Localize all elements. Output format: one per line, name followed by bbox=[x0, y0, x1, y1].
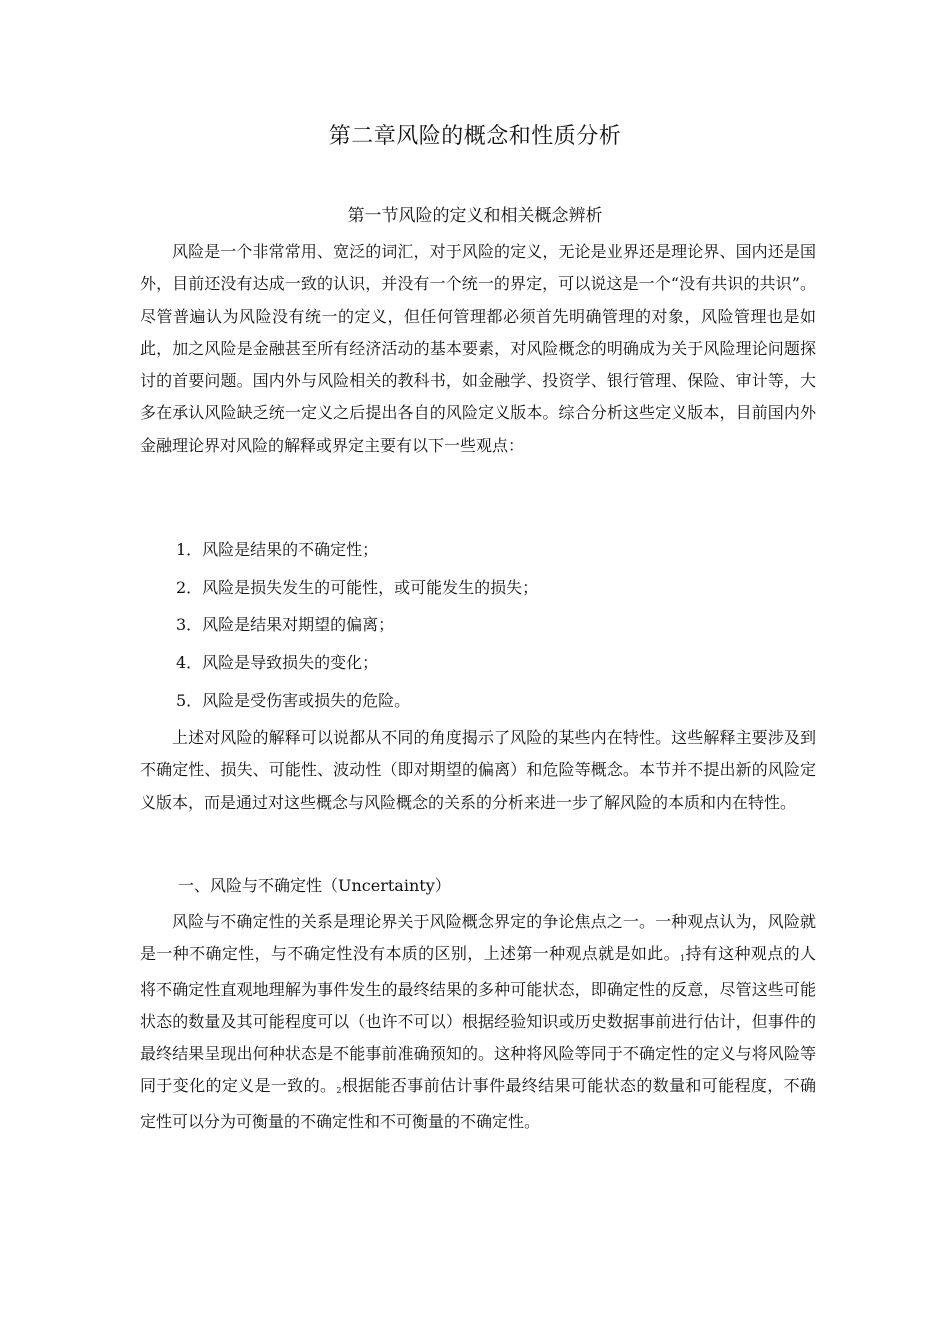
intro-paragraph: 风险是一个非常常用、宽泛的词汇，对于风险的定义，无论是业界还是理论界、国内还是国外，目前还没有达成一致的认识，并没有一个统一的界定，可以说这是一个“没有共识的共识”。尽管普遍认为风险没有统一的定义，但任何管理都必须首先明确管理的对象，风险管理也是如此，加之风险是金融甚至所有经济活动的基本要素，对风险概念的明确成为关于风险理论问题探讨的首要问题。国内外与风险相关的教科书，如金融学、投资学、银行管理、保险、审计等，大多在承认风险缺乏统一定义之后提出各自的风险定义版本。综合分析这些定义版本，目前国内外金融理论界对风险的解释或界定主要有以下一些观点： bbox=[140, 242, 816, 455]
summary-paragraph-block bbox=[140, 722, 816, 819]
list-item: 5．风险是受伤害或损失的危险。 bbox=[176, 690, 411, 710]
footnote-marker-1[interactable]: 1 bbox=[679, 954, 686, 964]
uncertainty-paragraph bbox=[140, 906, 816, 1138]
uncertainty-paragraph-block bbox=[140, 906, 816, 1138]
list-item: 1．风险是结果的不确定性； bbox=[176, 540, 379, 559]
uncertainty-text-part1: 风险与不确定性的关系是理论界关于风险概念界定的争论焦点之一。一种观点认为，风险就是一种不确定性，与不确定性没有本质的区别，上述第一种观点就是如此。 bbox=[140, 912, 816, 964]
section-title: 第一节风险的定义和相关概念辨析 bbox=[347, 206, 603, 226]
subsection-heading-block bbox=[140, 870, 816, 902]
viewpoints-list bbox=[140, 531, 816, 720]
intro-paragraph-block bbox=[140, 236, 816, 462]
viewpoints-list-block bbox=[140, 531, 816, 720]
footnote-marker-2[interactable]: 2 bbox=[336, 1086, 342, 1096]
subsection-heading: 一、风险与不确定性（Uncertainty） bbox=[178, 876, 451, 895]
uncertainty-text-part2: 持有这种观点的人将不确定性直观地理解为事件发生的最终结果的多种可能状态，即确定性的反意，尽管这些可能状态的数量及其可能程度可以（也许不可以）根据经验知识或历史数据事前进行估计，但事件的最终结果呈现出何种状态是不能事前准确预知的。这种将风险等同于不确定性的定义与将风险等同于变化的定义是一致的。 bbox=[140, 944, 816, 1096]
list-item: 4．风险是导致损失的变化； bbox=[176, 653, 379, 673]
list-item: 2．风险是损失发生的可能性，或可能发生的损失； bbox=[176, 577, 539, 597]
summary-paragraph: 上述对风险的解释可以说都从不同的角度揭示了风险的某些内在特性。这些解释主要涉及到不确定性、损失、可能性、波动性（即对期望的偏离）和危险等概念。本节并不提出新的风险定义版本，而是通过对这些概念与风险概念的关系的分析来进一步了解风险的本质和内在特性。 bbox=[140, 728, 816, 812]
chapter-title: 第二章风险的概念和性质分析 bbox=[328, 124, 622, 149]
uncertainty-text-part3: 根据能否事前估计事件最终结果可能状态的数量和可能程度，不确定性可以分为可衡量的不确定性和不可衡量的不确定性。 bbox=[140, 1076, 816, 1131]
list-item: 3．风险是结果对期望的偏离； bbox=[176, 615, 395, 635]
